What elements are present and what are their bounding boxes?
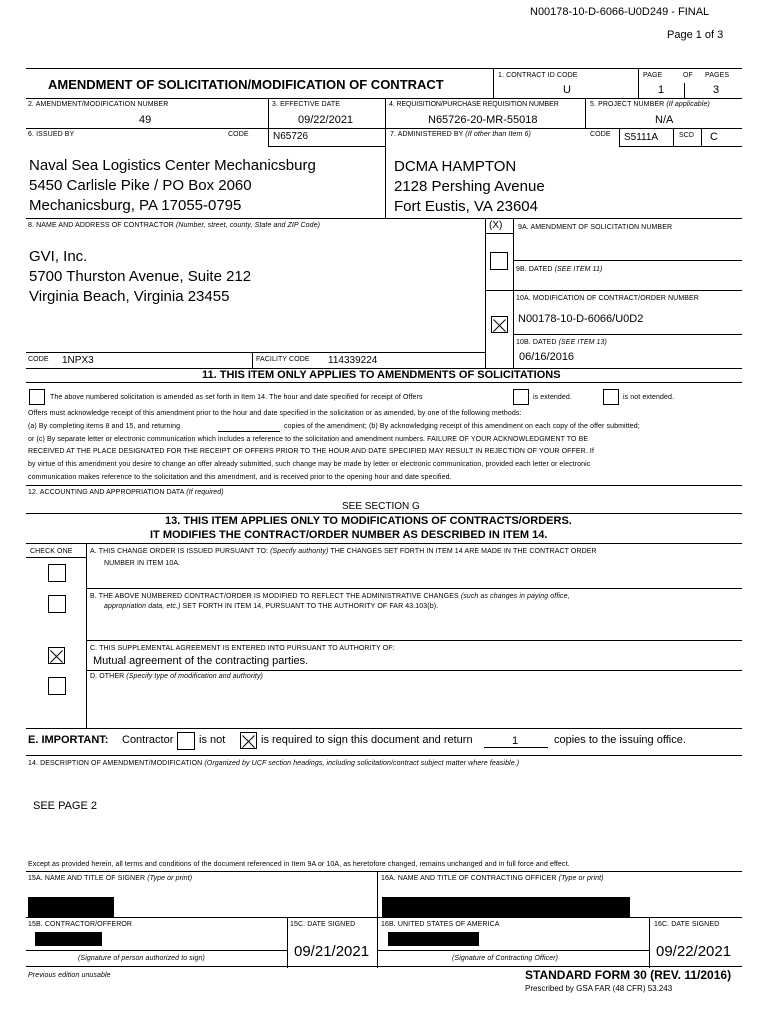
issuer-address-line-3: Mechanicsburg, PA 17055-0795 <box>29 197 242 214</box>
not-extended-label: is not extended. <box>623 394 675 401</box>
signer-name-label: 15A. NAME AND TITLE OF SIGNER (Type or print) <box>28 875 193 882</box>
administrator-address-line-3: Fort Eustis, VA 23604 <box>394 198 538 215</box>
contractor-code: 1NPX3 <box>62 355 94 366</box>
redacted-officer-signature <box>388 932 479 946</box>
item-11-line-1: The above numbered solicitation is amended as set forth in Item 14. The hour and date specified for receipt of Offers <box>50 394 423 401</box>
administered-by-code: S5111A <box>624 132 659 143</box>
copies-value: 1 <box>512 735 519 747</box>
pages-value: 3 <box>713 84 720 96</box>
standard-form-name: STANDARD FORM 30 (REV. 11/2016) <box>525 968 732 982</box>
administrator-address-line-1: DCMA HAMPTON <box>394 158 517 175</box>
item-11-para-3: or (c) By separate letter or electronic communication which includes a reference to the solicitation and amendment numbers. FAILURE OF YOUR ACKNOWLEDGMENT TO BE <box>28 436 589 443</box>
extended-label: is extended. <box>533 394 572 401</box>
item-11-para-2b: copies of the amendment; (b) By acknowledging receipt of this amendment on each copy of the offer submitted; <box>284 423 640 430</box>
item-13a-checkbox[interactable] <box>48 564 66 582</box>
contractor-address-line-1: GVI, Inc. <box>29 248 88 265</box>
solicitation-amended-checkbox[interactable] <box>29 389 45 405</box>
requisition-number-label: 4. REQUISITION/PURCHASE REQUISITION NUMBER <box>389 101 559 108</box>
prescribed-by: Prescribed by GSA FAR (48 CFR) 53.243 <box>525 984 673 993</box>
item-13b-text-2: appropriation data, etc.) SET FORTH IN ITEM 14, PURSUANT TO THE AUTHORITY OF FAR 43.103(b). <box>104 603 439 610</box>
contractor-signature-caption: (Signature of person authorized to sign) <box>78 955 205 962</box>
item-11-para-5: by virtue of this amendment you desire to change an offer already submitted, such change may be made by letter or electronic communication, provided each letter or electronic <box>28 461 591 468</box>
is-not-checkbox[interactable] <box>177 732 195 750</box>
item-11-para-4: RECEIVED AT THE PLACE DESIGNATED FOR THE RECEIPT OF OFFERS PRIOR TO THE HOUR AND DATE SPECIFIED MAY RESULT IN REJECTION OF YOUR OFFER. If <box>28 448 595 455</box>
contract-id-code-value: U <box>563 84 571 96</box>
effective-date-label: 3. EFFECTIVE DATE <box>272 101 341 108</box>
item-13c-value: Mutual agreement of the contracting parties. <box>93 655 309 667</box>
check-one-label: CHECK ONE <box>30 548 73 555</box>
not-extended-checkbox[interactable] <box>603 389 619 405</box>
facility-code-label: FACILITY CODE <box>256 356 310 363</box>
item-13d-checkbox[interactable] <box>48 677 66 695</box>
contractor-address-label: 8. NAME AND ADDRESS OF CONTRACTOR (Number, street, county, State and ZIP Code) <box>28 222 321 229</box>
administrator-address-line-2: 2128 Pershing Avenue <box>394 178 545 195</box>
requisition-number-value: N65726-20-MR-55018 <box>428 114 538 126</box>
modification-dated-value: 06/16/2016 <box>519 351 575 363</box>
modification-dated-label: 10B. DATED (SEE ITEM 13) <box>516 339 607 346</box>
redacted-signer-name <box>28 897 114 917</box>
accounting-data-label: 12. ACCOUNTING AND APPROPRIATION DATA (If required) <box>28 489 224 496</box>
copies-label: copies to the issuing office. <box>554 734 686 746</box>
officer-signature-caption: (Signature of Contracting Officer) <box>452 955 559 962</box>
modification-checkbox-checked[interactable] <box>491 316 508 333</box>
solicitation-amendment-checkbox[interactable] <box>490 252 508 270</box>
pages-label: PAGES <box>705 72 730 79</box>
item-11-para-6: communication makes reference to the solicitation and this amendment, and is received prior to the opening hour and date specified. <box>28 474 452 481</box>
item-13a-text-2: NUMBER IN ITEM 10A. <box>104 560 181 567</box>
is-required-label: is required to sign this document and return <box>261 734 473 746</box>
is-required-checkbox-checked[interactable] <box>240 732 257 749</box>
issued-by-code-label: CODE <box>228 131 249 138</box>
accounting-data-value: SEE SECTION G <box>342 501 420 512</box>
amendment-number-label: 2. AMENDMENT/MODIFICATION NUMBER <box>28 101 169 108</box>
item-13d-text: D. OTHER (Specify type of modification and authority) <box>90 673 263 680</box>
issuer-address-line-2: 5450 Carlisle Pike / PO Box 2060 <box>29 177 252 194</box>
contractor-date-value: 09/21/2021 <box>294 943 370 960</box>
is-not-label: is not <box>199 734 226 746</box>
contract-reference: N00178-10-D-6066-U0D249 - FINAL <box>530 6 710 18</box>
officer-date-value: 09/22/2021 <box>656 943 732 960</box>
item-13b-checkbox[interactable] <box>48 595 66 613</box>
x-column-label: (X) <box>489 220 503 231</box>
issued-by-label: 6. ISSUED BY <box>28 131 75 138</box>
item-13b-text: B. THE ABOVE NUMBERED CONTRACT/ORDER IS MODIFIED TO REFLECT THE ADMINISTRATIVE CHANGES (such as changes in paying office, <box>90 593 570 600</box>
item-13-title-2: IT MODIFIES THE CONTRACT/ORDER NUMBER AS DESCRIBED IN ITEM 14. <box>150 529 548 541</box>
contract-id-code-label: 1. CONTRACT ID CODE <box>498 72 578 79</box>
description-label: 14. DESCRIPTION OF AMENDMENT/MODIFICATION (Organized by UCF section headings, including solicitation/contract subject matter where feasible.) <box>28 760 520 767</box>
of-label: OF <box>683 72 693 79</box>
project-number-value: N/A <box>655 114 674 126</box>
solicitation-amendment-label: 9A. AMENDMENT OF SOLICITATION NUMBER <box>518 224 673 231</box>
officer-name-label: 16A. NAME AND TITLE OF CONTRACTING OFFICER (Type or print) <box>381 875 604 882</box>
facility-code: 114339224 <box>328 355 378 366</box>
item-11-title: 11. THIS ITEM ONLY APPLIES TO AMENDMENTS OF SOLICITATIONS <box>202 369 561 381</box>
effective-date-value: 09/22/2021 <box>298 114 354 126</box>
officer-date-label: 16C. DATE SIGNED <box>654 921 720 928</box>
item-13c-text: C. THIS SUPPLEMENTAL AGREEMENT IS ENTERED INTO PURSUANT TO AUTHORITY OF: <box>90 645 395 652</box>
solicitation-dated-label: 9B. DATED (SEE ITEM 11) <box>516 266 603 273</box>
modification-number-label: 10A. MODIFICATION OF CONTRACT/ORDER NUMBER <box>516 295 699 302</box>
modification-number-value: N00178-10-D-6066/U0D2 <box>518 313 644 325</box>
except-text: Except as provided herein, all terms and conditions of the document referenced in Item 9A or 10A, as heretofore changed, remains unchanged and in full force and effect. <box>28 861 570 868</box>
scd-label: SCD <box>679 132 695 139</box>
administered-by-label: 7. ADMINISTERED BY (If other than Item 6) <box>390 131 531 138</box>
administered-by-code-label: CODE <box>590 131 611 138</box>
item-11-para-2a: (a) By completing items 8 and 15, and returning <box>28 423 181 430</box>
redacted-contractor-signature <box>35 932 102 946</box>
important-label: E. IMPORTANT: <box>28 734 109 746</box>
issuer-address-line-1: Naval Sea Logistics Center Mechanicsburg <box>29 157 316 174</box>
form-title: AMENDMENT OF SOLICITATION/MODIFICATION OF CONTRACT <box>48 77 444 92</box>
item-13-title-1: 13. THIS ITEM APPLIES ONLY TO MODIFICATIONS OF CONTRACTS/ORDERS. <box>165 515 572 527</box>
previous-edition-note: Previous edition unusable <box>28 972 111 979</box>
amendment-number-value: 49 <box>139 114 152 126</box>
page-label: PAGE <box>643 72 663 79</box>
contractor-label: Contractor <box>122 734 174 746</box>
contractor-date-label: 15C. DATE SIGNED <box>290 921 356 928</box>
extended-checkbox[interactable] <box>513 389 529 405</box>
contractor-offeror-label: 15B. CONTRACTOR/OFFEROR <box>28 921 133 928</box>
contractor-address-line-3: Virginia Beach, Virginia 23455 <box>29 288 230 305</box>
redacted-officer-name <box>382 897 630 917</box>
item-13c-checkbox-checked[interactable] <box>48 647 65 664</box>
contractor-code-label: CODE <box>28 356 49 363</box>
item-13a-text: A. THIS CHANGE ORDER IS ISSUED PURSUANT TO: (Specify authority) THE CHANGES SET FORTH IN ITEM 14 ARE MADE IN THE CONTRACT ORDER <box>90 548 597 555</box>
item-11-para-1: Offers must acknowledge receipt of this amendment prior to the hour and date specified in the solicitation or as amended, by one of the following methods: <box>28 410 522 417</box>
project-number-label: 5. PROJECT NUMBER (If applicable) <box>590 101 710 108</box>
issued-by-code: N65726 <box>273 131 309 142</box>
contractor-address-line-2: 5700 Thurston Avenue, Suite 212 <box>29 268 252 285</box>
page-number: Page 1 of 3 <box>667 29 724 41</box>
united-states-label: 16B. UNITED STATES OF AMERICA <box>381 921 500 928</box>
page-value: 1 <box>658 84 665 96</box>
description-value: SEE PAGE 2 <box>33 800 97 812</box>
scd-value: C <box>710 131 718 143</box>
